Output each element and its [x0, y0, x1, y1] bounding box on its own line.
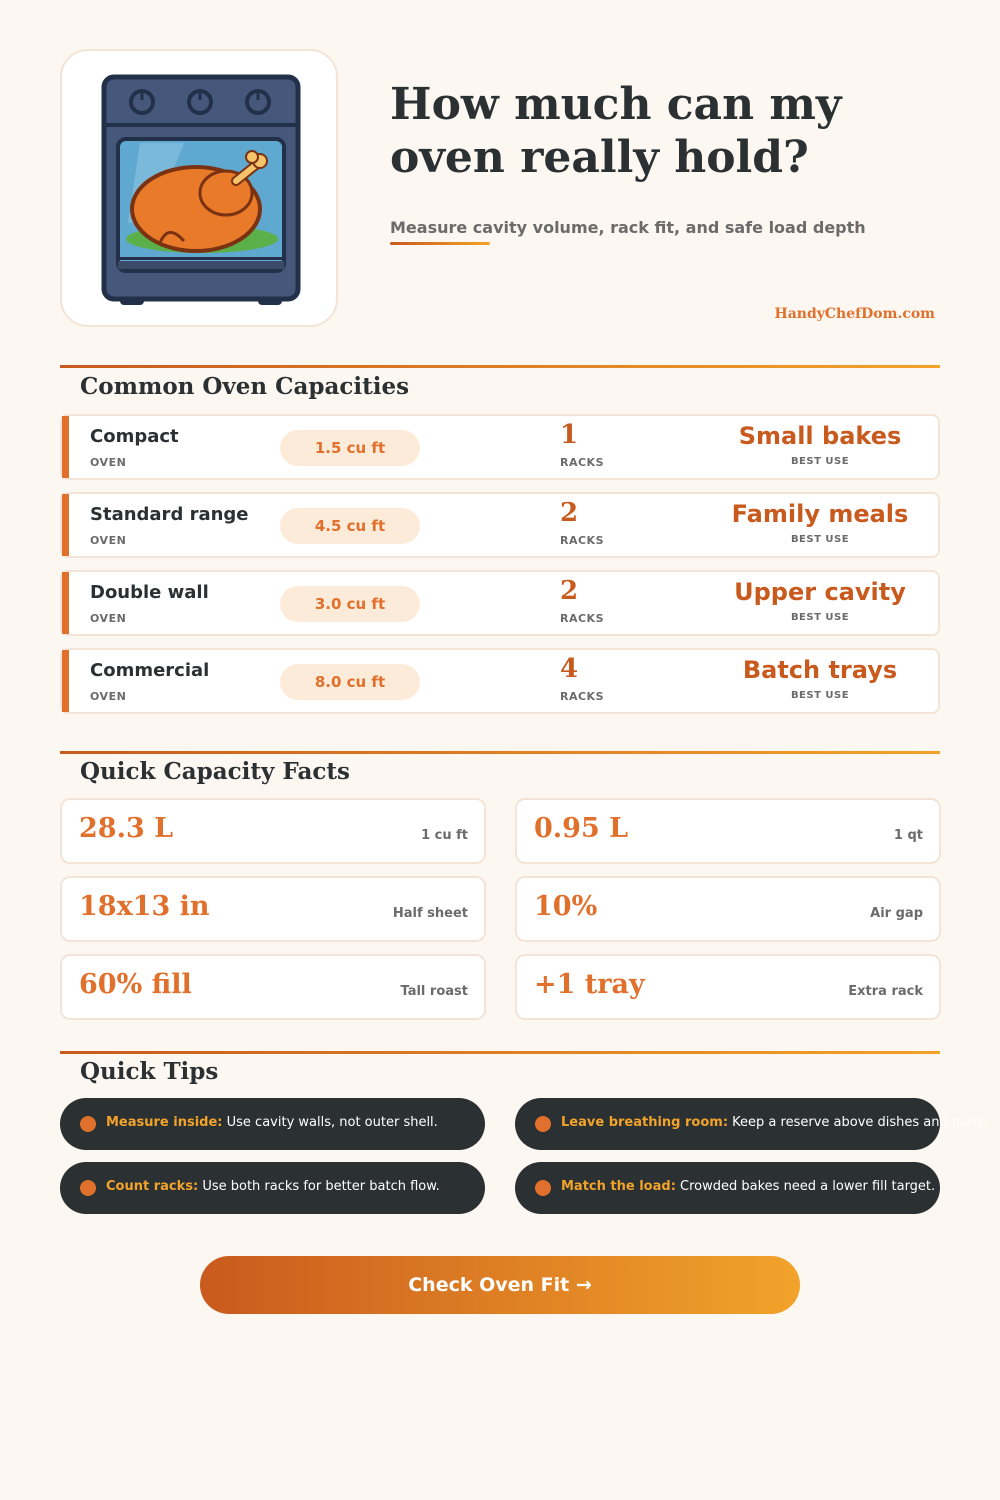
rack-count: 2	[560, 498, 579, 528]
fact-card	[60, 876, 486, 942]
oven-type: OVEN	[90, 456, 127, 469]
tip-text	[561, 1115, 987, 1130]
tip-card	[60, 1098, 485, 1150]
fact-label: 1 cu ft	[421, 828, 468, 843]
best-use-label: BEST USE	[790, 690, 850, 701]
best-use: Family meals	[731, 500, 909, 528]
tip-text	[106, 1179, 440, 1194]
capacity-row-standard-range	[60, 492, 940, 558]
fact-card	[515, 798, 941, 864]
capacity-row-compact	[60, 414, 940, 480]
fact-value: 28.3 L	[79, 813, 174, 844]
fact-label: Half sheet	[392, 906, 468, 921]
tip-heading: Leave breathing room:	[561, 1115, 729, 1130]
rack-count: 2	[560, 576, 579, 606]
tip-text	[561, 1179, 935, 1194]
capacities-section-title: Common Oven Capacities	[80, 373, 410, 400]
capacity-row-commercial	[60, 648, 940, 714]
fact-label: 1 qt	[893, 828, 923, 843]
tip-text	[106, 1115, 438, 1130]
rack-count-label: RACKS	[560, 534, 605, 547]
tip-card	[515, 1098, 988, 1150]
subtitle-underline	[390, 242, 490, 245]
rack-count-label: RACKS	[560, 612, 605, 625]
bullet-dot-icon	[80, 1180, 96, 1196]
volume-badge: 1.5 cu ft	[280, 430, 420, 466]
volume-badge: 8.0 cu ft	[280, 664, 420, 700]
brand-link[interactable]: HandyChefDom.com	[774, 306, 935, 322]
fact-value: 60% fill	[79, 969, 192, 1000]
oven-type: OVEN	[90, 612, 127, 625]
bullet-dot-icon	[535, 1116, 551, 1132]
fact-value: +1 tray	[534, 969, 645, 1000]
tips-section-title: Quick Tips	[80, 1058, 219, 1085]
fact-value: 10%	[534, 891, 598, 922]
capacity-row-double-wall	[60, 570, 940, 636]
volume-badge: 4.5 cu ft	[280, 508, 420, 544]
oven-name: Commercial	[90, 660, 210, 681]
best-use: Batch trays	[742, 656, 898, 684]
best-use: Small bakes	[738, 422, 902, 450]
page-subtitle: Measure cavity volume, rack fit, and safe load depth	[390, 218, 866, 237]
oven-name: Compact	[90, 426, 179, 447]
rack-count-label: RACKS	[560, 690, 605, 703]
check-oven-fit-button[interactable]: Check Oven Fit →	[200, 1256, 800, 1314]
volume-badge: 3.0 cu ft	[280, 586, 420, 622]
tip-body: Use cavity walls, not outer shell.	[222, 1115, 438, 1130]
tip-body: Use both racks for better batch flow.	[198, 1179, 440, 1194]
fact-value: 0.95 L	[534, 813, 629, 844]
section-divider	[60, 1051, 940, 1054]
oven-type: OVEN	[90, 690, 127, 703]
section-divider	[60, 751, 940, 754]
oven-name: Standard range	[90, 504, 249, 525]
rack-count: 1	[560, 420, 579, 450]
hero-illustration-card	[60, 49, 338, 327]
fact-value: 18x13 in	[79, 891, 210, 922]
tip-heading: Match the load:	[561, 1179, 676, 1194]
fact-label: Air gap	[870, 906, 923, 921]
tip-body: Crowded bakes need a lower fill target.	[675, 1179, 936, 1194]
tip-body: Keep a reserve above dishes and pans.	[728, 1115, 988, 1130]
row-accent-bar	[62, 494, 69, 556]
tip-card	[60, 1162, 485, 1214]
fact-card	[60, 798, 486, 864]
fact-card	[60, 954, 486, 1020]
section-divider	[60, 365, 940, 368]
fact-label: Tall roast	[400, 984, 468, 999]
bullet-dot-icon	[535, 1180, 551, 1196]
oven-type: OVEN	[90, 534, 127, 547]
best-use: Upper cavity	[734, 578, 906, 606]
best-use-label: BEST USE	[790, 534, 850, 545]
facts-section-title: Quick Capacity Facts	[80, 758, 350, 785]
page-title: How much can my oven really hold?	[390, 79, 842, 183]
rack-count: 4	[560, 654, 579, 684]
fact-card	[515, 954, 941, 1020]
tip-heading: Count racks:	[106, 1179, 199, 1194]
best-use-label: BEST USE	[790, 612, 850, 623]
tip-heading: Measure inside:	[106, 1115, 223, 1130]
oven-icon	[100, 73, 302, 309]
best-use-label: BEST USE	[790, 456, 850, 467]
row-accent-bar	[62, 416, 69, 478]
rack-count-label: RACKS	[560, 456, 605, 469]
row-accent-bar	[62, 650, 69, 712]
oven-name: Double wall	[90, 582, 209, 603]
tip-card	[515, 1162, 940, 1214]
row-accent-bar	[62, 572, 69, 634]
fact-card	[515, 876, 941, 942]
fact-label: Extra rack	[848, 984, 923, 999]
bullet-dot-icon	[80, 1116, 96, 1132]
